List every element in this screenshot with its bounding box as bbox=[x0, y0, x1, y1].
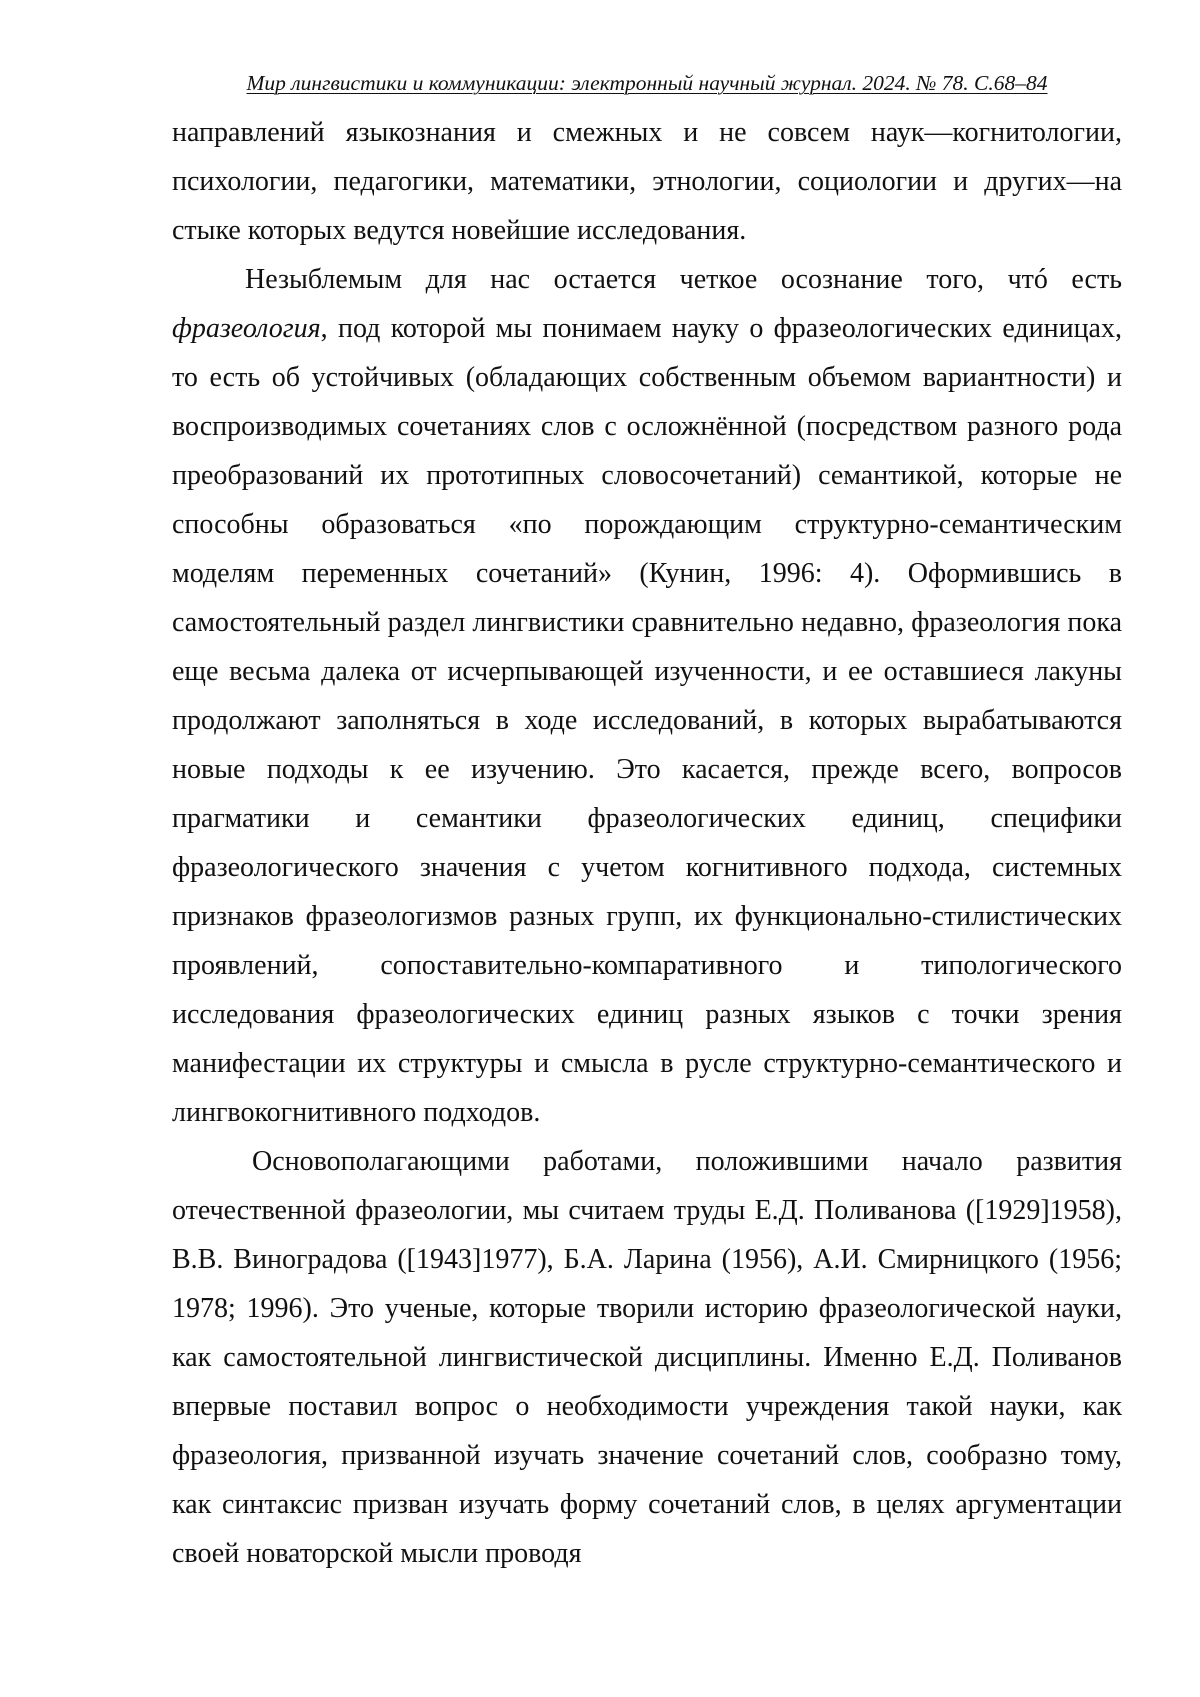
paragraph-3: Основополагающими работами, положившими начало развития отечественной фразеологии, мы считаем труды Е.Д. Поливанова ([1929]1958), В.В. Виноградова ([1943]1977), Б.А. Ларина (1956), А.И. Смирницкого (1956; 1978; 1996). Это ученые, которые творили историю фразеологической науки, как самостоятельной лингвистической дисциплины. Именно Е.Д. Поливанов впервые поставил вопрос о необходимости учреждения такой науки, как фразеология, призванной изучать значение сочетаний слов, сообразно тому, как синтаксис призван изучать форму сочетаний слов, в целях аргументации своей новаторской мысли проводя bbox=[172, 1146, 1122, 1569]
paragraph-2-term: фразеология bbox=[172, 313, 321, 344]
running-header: Мир лингвистики и коммуникации: электронный научный журнал. 2024. № 78. С.68–84 bbox=[246, 71, 1048, 95]
article-body bbox=[172, 108, 1122, 1578]
paragraph-1: направлений языкознания и смежных и не совсем наук—когнитологии, психологии, педагогики, математики, этнологии, социологии и других—на стыке которых ведутся новейшие исследования. bbox=[172, 117, 1122, 246]
paragraph-2-rest: , под которой мы понимаем науку о фразеологических единицах, то есть об устойчивых (обладающих собственным объемом вариантности) и воспроизводимых сочетаниях слов с осложнённой (посредством разного рода преобразований их прототипных словосочетаний) семантикой, которые не способны образоваться «по порождающим структурно-семантическим моделям переменных сочетаний» (Кунин, 1996: 4). Оформившись в самостоятельный раздел лингвистики сравнительно недавно, фразеология пока еще весьма далека от исчерпывающей изученности, и ее оставшиеся лакуны продолжают заполняться в ходе исследований, в которых вырабатываются новые подходы к ее изучению. Это касается, прежде всего, вопросов прагматики и семантики фразеологических единиц, специфики фразеологического значения с учетом когнитивного подхода, системных признаков фразеологизмов разных групп, их функционально-стилистических проявлений, сопоставительно-компаративного и типологического исследования фразеологических единиц разных языков с точки зрения манифестации их структуры и смысла в русле структурно-семантического и лингвокогнитивного подходов. bbox=[172, 313, 1122, 1128]
paragraph-2-lead: Незыблемым для нас остается четкое осознание того, чтó есть bbox=[245, 264, 1122, 295]
paragraph-2 bbox=[172, 255, 1122, 1137]
